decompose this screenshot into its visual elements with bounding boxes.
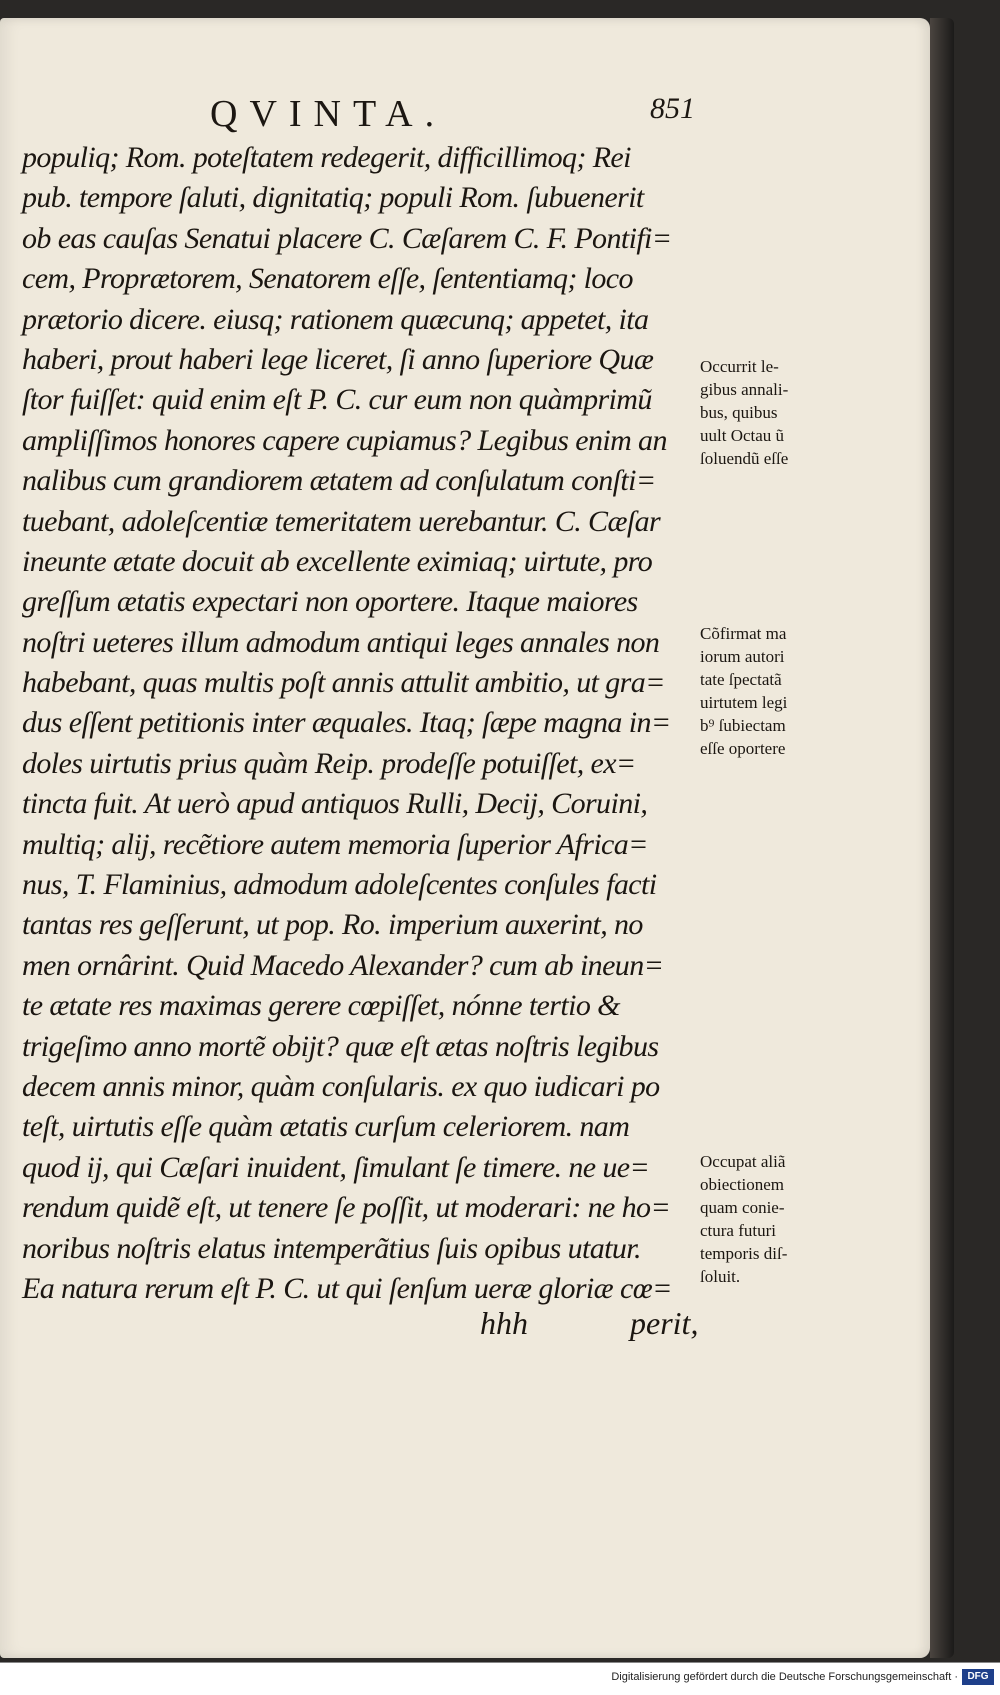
text-line: trigeſimo anno mortẽ obijt? quæ eſt ætas noſtris legibus <box>22 1029 659 1063</box>
text-line: Ea natura rerum eſt P. C. ut qui ſenſum ueræ gloriæ cœ= <box>22 1271 672 1305</box>
text-line: pub. tempore ſaluti, dignitatiq; populi Rom. ſubuenerit <box>22 181 644 215</box>
marginal-note-line: ſoluendũ eſſe <box>700 449 789 468</box>
text-line: te ætate res maximas gerere cœpiſſet, nónne tertio & <box>22 989 620 1023</box>
marginal-note-line: ſoluit. <box>700 1267 741 1286</box>
text-line: prætorio dicere. eiusq; rationem quæcunq; appetet, ita <box>22 302 649 336</box>
text-line: haberi, prout haberi lege liceret, ſi anno ſuperiore Quæ <box>22 342 654 376</box>
marginal-note-annales <box>700 355 850 470</box>
marginal-note-line: quam conie- <box>700 1198 785 1217</box>
marginal-note-line: Cõfirmat ma <box>700 624 787 643</box>
text-line: greſſum ætatis expectari non oportere. Itaque maiores <box>22 585 638 619</box>
text-line: habebant, quas multis poſt annis attulit ambitio, ut gra= <box>22 666 665 700</box>
page-edge <box>930 18 954 1658</box>
text-line: tincta fuit. At uerò apud antiquos Rulli, Decij, Coruini, <box>22 787 648 821</box>
text-line: noribus noſtris elatus intemperãtius ſuis opibus utatur. <box>22 1231 641 1265</box>
marginal-note-line: uirtutem legi <box>700 693 788 712</box>
footer-bar <box>0 1662 1000 1695</box>
text-line: quod ij, qui Cæſari inuident, ſimulant ſe timere. ne ue= <box>22 1150 650 1184</box>
text-line: tantas res geſſerunt, ut pop. Ro. imperium auxerint, no <box>22 908 643 942</box>
text-line: tuebant, adoleſcentiæ temeritatem uerebantur. C. Cæſar <box>22 504 661 538</box>
marginal-note-line: bus, quibus <box>700 403 778 422</box>
text-line: noſtri ueteres illum admodum antiqui leges annales non <box>22 625 660 659</box>
text-line: men ornârint. Quid Macedo Alexander? cum ab ineun= <box>22 948 664 982</box>
marginal-note-line: gibus annali- <box>700 380 789 399</box>
main-text <box>22 138 702 1309</box>
text-line: doles uirtutis prius quàm Reip. prodeſſe potuiſſet, ex= <box>22 746 636 780</box>
text-line: ſtor fuiſſet: quid enim eſt P. C. cur eum non quàmprimũ <box>22 383 652 417</box>
catchword: perit, <box>630 1305 699 1341</box>
dfg-logo: DFG <box>962 1669 994 1685</box>
text-line: dus eſſent petitionis inter æquales. Itaq; ſæpe magna in= <box>22 706 671 740</box>
marginal-note-line: b⁹ ſubiectam <box>700 716 786 735</box>
marginal-note-line: ctura futuri <box>700 1221 776 1240</box>
catchline <box>470 1305 710 1345</box>
text-line: populiq; Rom. poteſtatem redegerit, difficillimoq; Rei <box>22 141 631 174</box>
text-line: decem annis minor, quàm conſularis. ex quo iudicari po <box>22 1069 660 1103</box>
running-head: QVINTA. <box>210 93 447 135</box>
text-line: nus, T. Flaminius, admodum adoleſcentes conſules facti <box>22 868 657 902</box>
text-line: ob eas cauſas Senatui placere C. Cæſarem C. F. Pontifi= <box>22 221 672 255</box>
funding-credit: Digitalisierung gefördert durch die Deutsche Forschungsgemeinschaft · <box>611 1671 958 1683</box>
marginal-note-line: eſſe oportere <box>700 739 786 758</box>
marginal-note-line: uult Octau ũ <box>700 426 785 445</box>
marginal-note-line: tate ſpectatã <box>700 670 782 689</box>
text-line: ampliſſimos honores capere cupiamus? Legibus enim an <box>22 423 667 457</box>
marginal-note-line: obiectionem <box>700 1175 785 1194</box>
text-line: rendum quidẽ eſt, ut tenere ſe poſſit, ut moderari: ne ho= <box>22 1191 671 1225</box>
signature-mark: hhh <box>480 1305 528 1341</box>
marginal-note-maiores <box>700 622 850 760</box>
page-number: 851 <box>650 92 695 125</box>
marginal-note-line: Occupat aliã <box>700 1152 786 1171</box>
text-line: nalibus cum grandiorem ætatem ad conſulatum conſti= <box>22 464 656 498</box>
marginal-note-line: Occurrit le- <box>700 357 779 376</box>
text-line: cem, Proprætorem, Senatorem eſſe, ſententiamq; loco <box>22 262 633 296</box>
marginal-note-line: iorum autori <box>700 647 785 666</box>
text-line: ineunte ætate docuit ab excellente eximiaq; uirtute, pro <box>22 544 653 578</box>
text-line: teſt, uirtutis eſſe quàm ætatis curſum celeriorem. nam <box>22 1110 630 1144</box>
text-line: multiq; alij, recẽtiore autem memoria ſuperior Africa= <box>22 827 648 861</box>
marginal-note-obiectio <box>700 1150 850 1288</box>
marginal-note-line: temporis diſ- <box>700 1244 788 1263</box>
